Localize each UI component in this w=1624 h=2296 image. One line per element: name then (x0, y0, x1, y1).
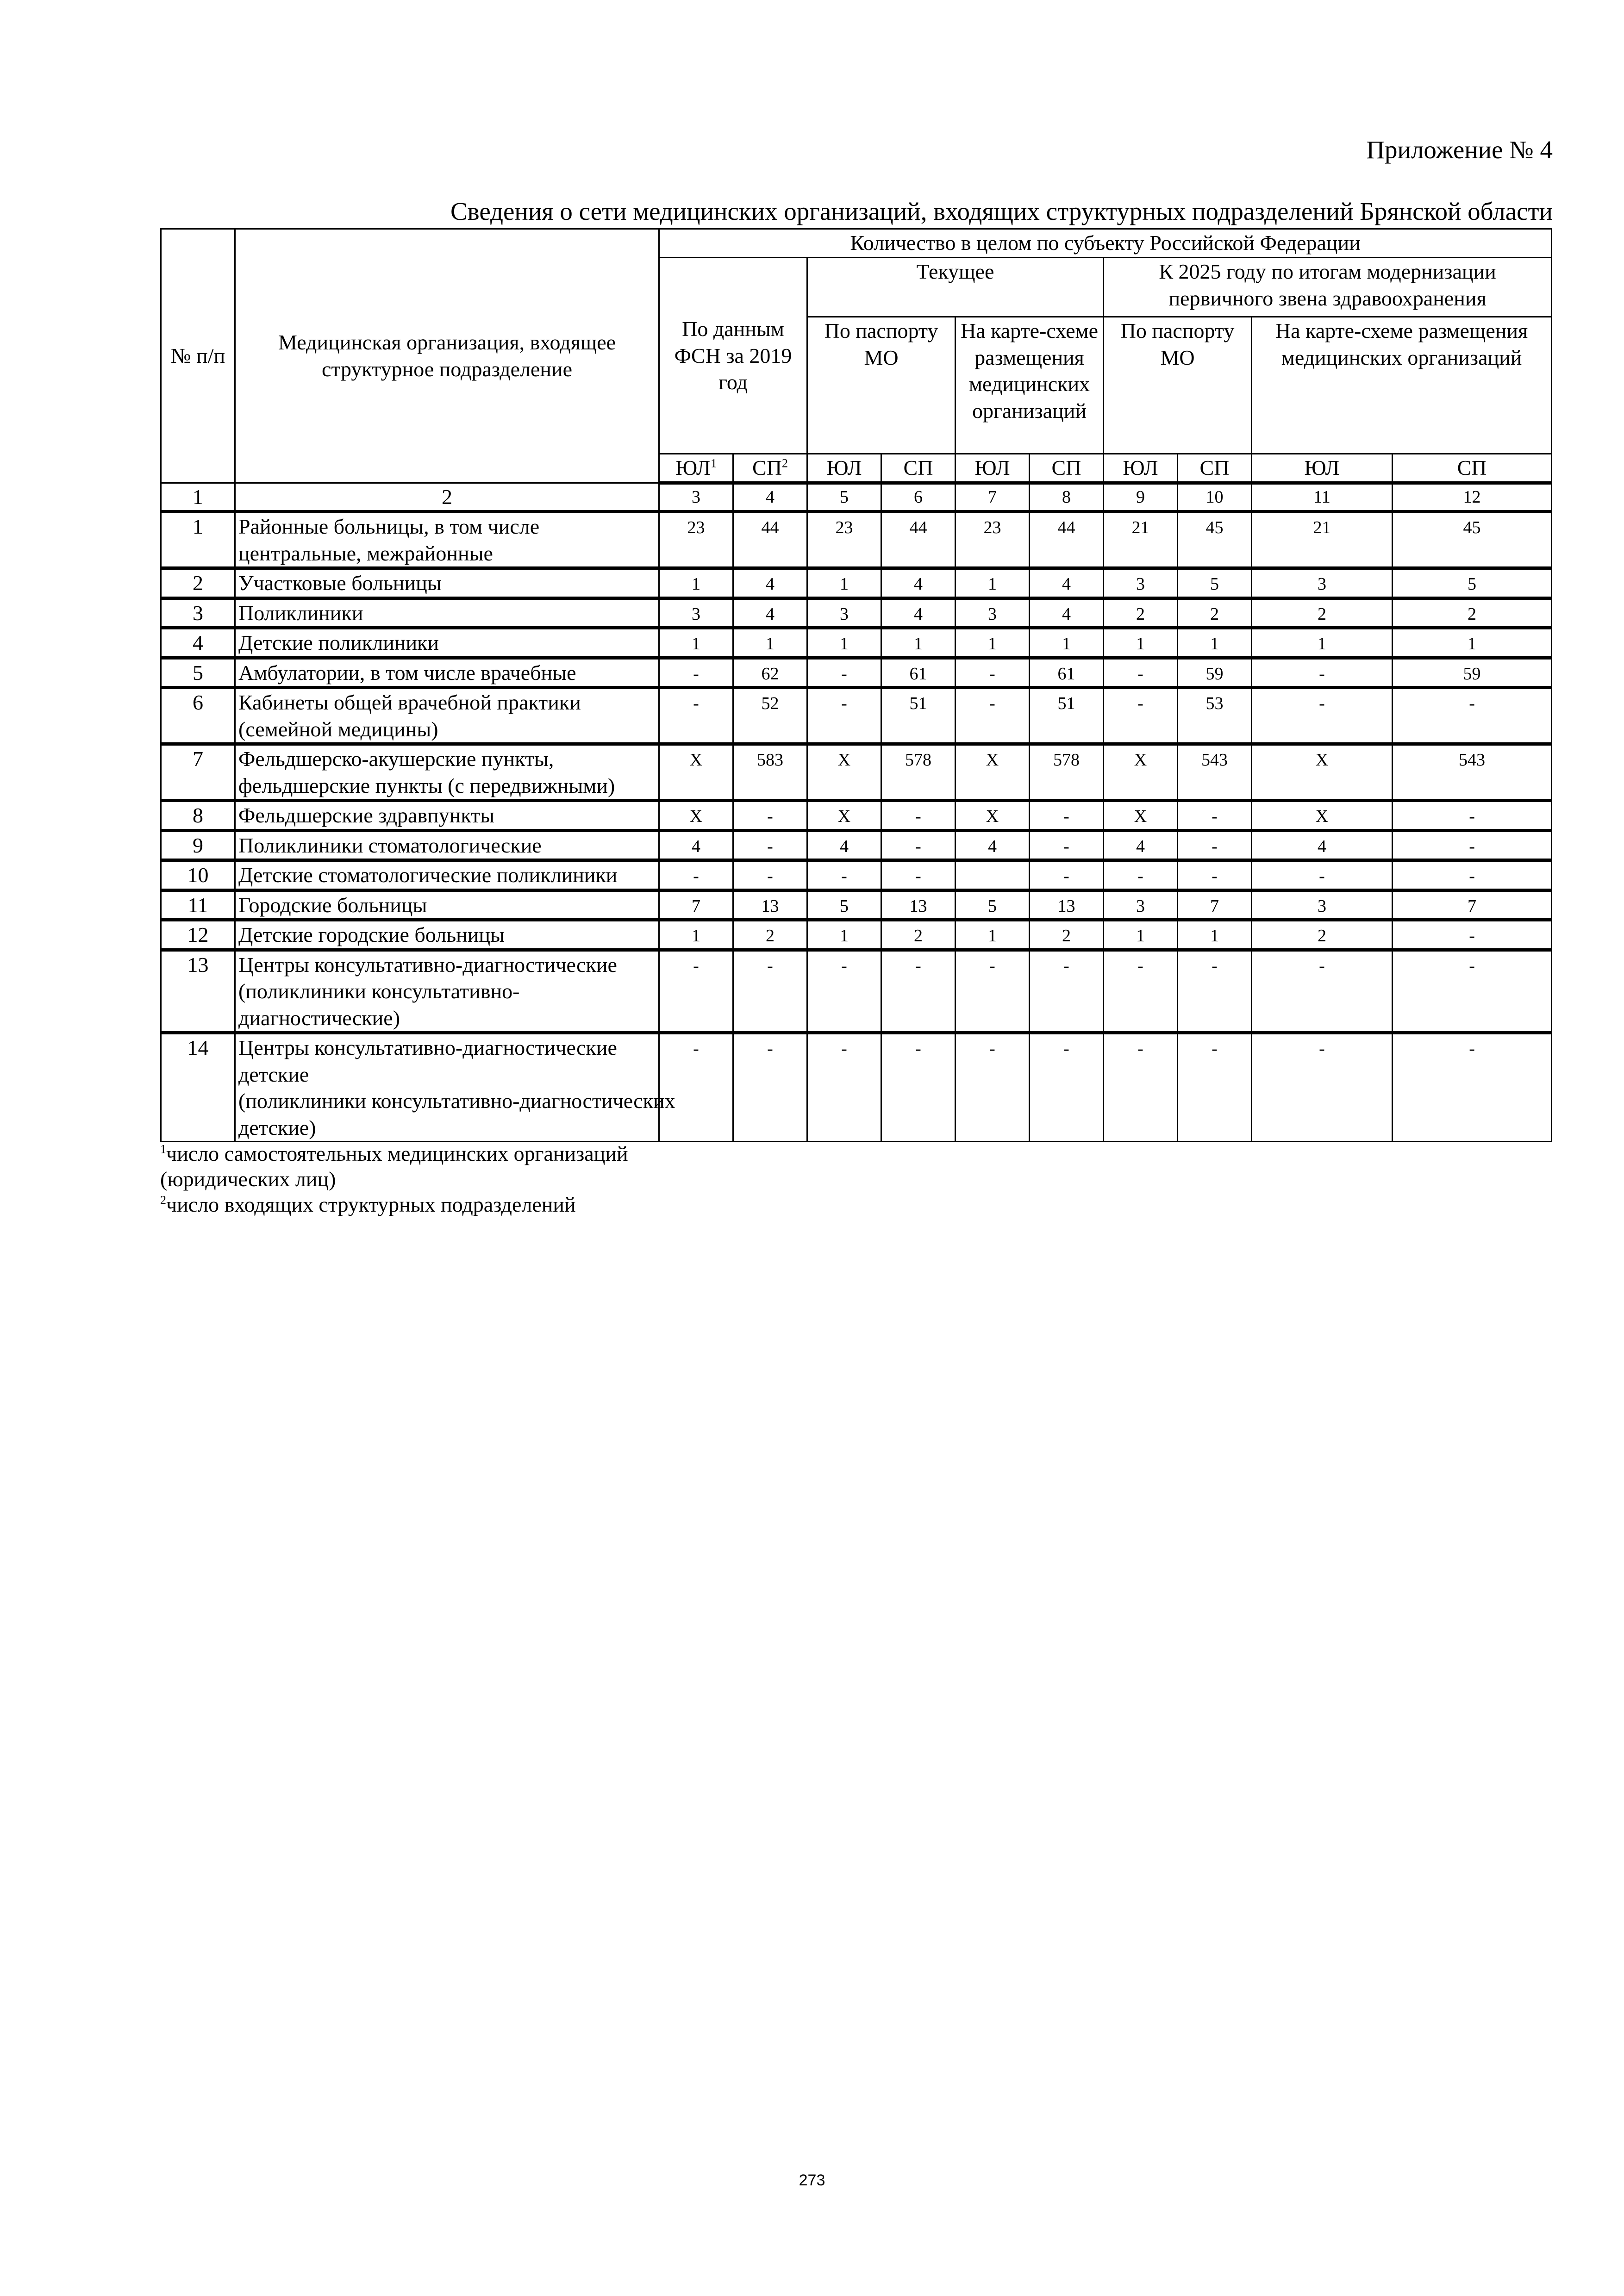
appendix-label: Приложение № 4 (1366, 136, 1553, 164)
organization-name-line: Центры консультативно-диагностические (238, 1036, 617, 1059)
header-fsn: По данным ФСН за 2019 год (659, 258, 807, 454)
row-number: 8 (161, 801, 235, 831)
organization-name-line: центральные, межрайонные (238, 541, 493, 565)
organization-name-line: Центры консультативно-диагностические (238, 952, 617, 977)
footnote-1: $^1$число самостоятельных медицинских организаций (160, 1142, 628, 1165)
header-sp: СП (1030, 454, 1104, 483)
organization-name (235, 920, 659, 950)
value-cell: 543 (1178, 744, 1252, 801)
value-cell: - (1252, 950, 1393, 1033)
header-sp: СП (881, 454, 956, 483)
value-cell: X (1104, 801, 1178, 831)
organization-name-line: Амбулатории, в том числе врачебные (238, 660, 576, 684)
column-number: 11 (1252, 483, 1393, 512)
value-cell: - (1252, 658, 1393, 688)
row-number: 6 (161, 688, 235, 744)
table-row (161, 1033, 1552, 1142)
value-cell: 45 (1393, 512, 1552, 568)
value-cell: 62 (733, 658, 807, 688)
value-cell: 583 (733, 744, 807, 801)
organization-name (235, 512, 659, 568)
value-cell: 4 (1030, 568, 1104, 598)
value-cell: X (659, 801, 733, 831)
header-yul: ЮЛ (956, 454, 1030, 483)
value-cell: X (807, 744, 881, 801)
organization-name (235, 658, 659, 688)
value-cell: 1 (1104, 628, 1178, 658)
value-cell: - (1252, 688, 1393, 744)
value-cell: 4 (659, 830, 733, 860)
value-cell: - (1030, 950, 1104, 1033)
value-cell: 4 (881, 598, 956, 628)
value-cell: 4 (956, 830, 1030, 860)
organization-name (235, 688, 659, 744)
organization-name-line: Городские больницы (238, 893, 427, 917)
value-cell: - (1393, 950, 1552, 1033)
table-row (161, 860, 1552, 890)
value-cell: X (1104, 744, 1178, 801)
value-cell: - (1393, 830, 1552, 860)
value-cell: 21 (1104, 512, 1178, 568)
table-row (161, 830, 1552, 860)
value-cell: 7 (1393, 890, 1552, 920)
value-cell: - (1252, 1033, 1393, 1142)
value-cell: 13 (881, 890, 956, 920)
organization-name-line: детские (238, 1062, 309, 1086)
value-cell: 7 (659, 890, 733, 920)
organization-name-line: Поликлиники стоматологические (238, 833, 542, 857)
organization-name-line: Участковые больницы (238, 571, 442, 595)
value-cell: - (807, 860, 881, 890)
column-number: 2 (235, 483, 659, 512)
value-cell: - (1178, 801, 1252, 831)
value-cell: - (881, 1033, 956, 1142)
value-cell: - (1104, 860, 1178, 890)
value-cell: 1 (1030, 628, 1104, 658)
value-cell (956, 860, 1030, 890)
column-number-row (161, 483, 1552, 512)
value-cell: 5 (807, 890, 881, 920)
row-number: 11 (161, 890, 235, 920)
row-number: 4 (161, 628, 235, 658)
header-total-group: Количество в целом по субъекту Российской Федерации (659, 229, 1552, 258)
value-cell: 51 (1030, 688, 1104, 744)
value-cell: 1 (1178, 628, 1252, 658)
value-cell: - (659, 860, 733, 890)
value-cell: 4 (1030, 598, 1104, 628)
organization-name-line: Детские стоматологические поликлиники (238, 863, 618, 887)
page-number: 273 (799, 2172, 825, 2189)
value-cell: 1 (1178, 920, 1252, 950)
value-cell: 3 (1252, 890, 1393, 920)
value-cell: - (1104, 658, 1178, 688)
header-sp: СП (1393, 454, 1552, 483)
header-num: № п/п (161, 229, 235, 483)
value-cell: 13 (1030, 890, 1104, 920)
value-cell: - (1030, 801, 1104, 831)
value-cell: - (956, 658, 1030, 688)
value-cell: 44 (733, 512, 807, 568)
value-cell: 53 (1178, 688, 1252, 744)
table-row (161, 512, 1552, 568)
organization-name (235, 860, 659, 890)
value-cell: 1 (956, 628, 1030, 658)
value-cell: 2 (1104, 598, 1178, 628)
table-row (161, 920, 1552, 950)
value-cell: - (956, 1033, 1030, 1142)
value-cell: 578 (881, 744, 956, 801)
value-cell: 4 (733, 568, 807, 598)
table-row (161, 890, 1552, 920)
footnotes (160, 1141, 628, 1218)
value-cell: 2 (733, 920, 807, 950)
value-cell: 1 (956, 920, 1030, 950)
value-cell: 3 (956, 598, 1030, 628)
header-current: Текущее (807, 258, 1104, 317)
column-number: 5 (807, 483, 881, 512)
value-cell: - (881, 860, 956, 890)
header-future: К 2025 году по итогам модернизации первичного звена здравоохранения (1104, 258, 1552, 317)
value-cell: 23 (807, 512, 881, 568)
value-cell: X (1252, 744, 1393, 801)
value-cell: X (956, 744, 1030, 801)
value-cell: 1 (807, 920, 881, 950)
organization-name-line: Кабинеты общей врачебной практики (238, 691, 581, 714)
header-sp: СП (1178, 454, 1252, 483)
header-future-map: На карте-схеме размещения медицинских организаций (1252, 317, 1552, 454)
value-cell: 21 (1252, 512, 1393, 568)
value-cell: 2 (1030, 920, 1104, 950)
value-cell: 2 (1252, 920, 1393, 950)
value-cell: 4 (881, 568, 956, 598)
value-cell: - (881, 830, 956, 860)
value-cell: - (1393, 1033, 1552, 1142)
organization-name-line: детские) (238, 1115, 316, 1139)
value-cell: - (1178, 1033, 1252, 1142)
value-cell: 4 (1104, 830, 1178, 860)
value-cell: - (733, 801, 807, 831)
value-cell: - (1252, 860, 1393, 890)
organization-name (235, 598, 659, 628)
value-cell: - (881, 801, 956, 831)
value-cell: 52 (733, 688, 807, 744)
value-cell: 23 (659, 512, 733, 568)
value-cell: - (1104, 950, 1178, 1033)
row-number: 7 (161, 744, 235, 801)
value-cell: - (1178, 950, 1252, 1033)
value-cell: 45 (1178, 512, 1252, 568)
value-cell: 3 (807, 598, 881, 628)
organization-name-line: (поликлиники консультативно-диагностических (238, 1089, 675, 1113)
value-cell: 5 (1178, 568, 1252, 598)
value-cell: 59 (1393, 658, 1552, 688)
value-cell: - (1178, 830, 1252, 860)
value-cell: - (733, 830, 807, 860)
footnote-1-continuation: (юридических лиц) (160, 1167, 336, 1191)
organization-name (235, 744, 659, 801)
value-cell: X (956, 801, 1030, 831)
organization-name-line: Фельдшерские здравпункты (238, 803, 495, 827)
table-row (161, 628, 1552, 658)
footnote-2: $^2$число входящих структурных подразделений (160, 1193, 576, 1217)
document-title: Сведения о сети медицинских организаций, входящих структурных подразделений Брянской области (450, 197, 1553, 225)
value-cell: 3 (1104, 568, 1178, 598)
value-cell: 3 (659, 598, 733, 628)
value-cell: 1 (881, 628, 956, 658)
value-cell: 61 (881, 658, 956, 688)
header-yul: ЮЛ (807, 454, 881, 483)
value-cell: - (807, 658, 881, 688)
value-cell: 2 (881, 920, 956, 950)
column-number: 12 (1393, 483, 1552, 512)
value-cell: - (733, 1033, 807, 1142)
column-number: 6 (881, 483, 956, 512)
header-current-passport: По паспорту МО (807, 317, 956, 454)
organization-name-line: Поликлиники (238, 601, 363, 625)
value-cell: - (1393, 688, 1552, 744)
value-cell: - (1030, 860, 1104, 890)
value-cell: - (733, 860, 807, 890)
value-cell: - (659, 658, 733, 688)
value-cell: X (1252, 801, 1393, 831)
value-cell: 61 (1030, 658, 1104, 688)
value-cell: 1 (659, 920, 733, 950)
header-future-passport: По паспорту МО (1104, 317, 1252, 454)
row-number: 3 (161, 598, 235, 628)
value-cell: 59 (1178, 658, 1252, 688)
value-cell: 2 (1393, 598, 1552, 628)
value-cell: - (1393, 860, 1552, 890)
value-cell: 543 (1393, 744, 1552, 801)
organization-name (235, 801, 659, 831)
organization-name (235, 890, 659, 920)
value-cell: - (1178, 860, 1252, 890)
row-number: 10 (161, 860, 235, 890)
value-cell: - (659, 688, 733, 744)
row-number: 5 (161, 658, 235, 688)
value-cell: 1 (733, 628, 807, 658)
column-number: 8 (1030, 483, 1104, 512)
organization-name-line: (семейной медицины) (238, 717, 438, 741)
value-cell: - (956, 688, 1030, 744)
value-cell: 7 (1178, 890, 1252, 920)
value-cell: 4 (1252, 830, 1393, 860)
header-yul: ЮЛ (1252, 454, 1393, 483)
value-cell: 1 (956, 568, 1030, 598)
row-number: 1 (161, 512, 235, 568)
table-row (161, 658, 1552, 688)
value-cell: 578 (1030, 744, 1104, 801)
value-cell: 5 (1393, 568, 1552, 598)
value-cell: 44 (1030, 512, 1104, 568)
organization-name-line: диагностические) (238, 1006, 400, 1030)
organization-name-line: Районные больницы, в том числе (238, 515, 540, 538)
value-cell: 13 (733, 890, 807, 920)
value-cell: 3 (1252, 568, 1393, 598)
value-cell: - (1104, 688, 1178, 744)
table-row (161, 801, 1552, 831)
column-number: 3 (659, 483, 733, 512)
organization-name (235, 568, 659, 598)
header-sp: $СП^2$ (733, 454, 807, 483)
value-cell: 1 (1104, 920, 1178, 950)
value-cell: - (659, 1033, 733, 1142)
value-cell: - (733, 950, 807, 1033)
table-body (161, 512, 1552, 1142)
column-number: 9 (1104, 483, 1178, 512)
value-cell: - (1393, 920, 1552, 950)
table-row (161, 568, 1552, 598)
row-number: 2 (161, 568, 235, 598)
organization-name-line: Детские поликлиники (238, 631, 439, 654)
medical-network-table (160, 228, 1552, 1142)
column-number: 7 (956, 483, 1030, 512)
table-row (161, 598, 1552, 628)
value-cell: 4 (807, 830, 881, 860)
organization-name (235, 1033, 675, 1142)
value-cell: 1 (659, 628, 733, 658)
value-cell: 1 (807, 628, 881, 658)
value-cell: - (807, 688, 881, 744)
organization-name (235, 950, 659, 1033)
value-cell: - (881, 950, 956, 1033)
organization-name-line: Детские городские больницы (238, 923, 505, 946)
value-cell: - (807, 1033, 881, 1142)
column-number: 10 (1178, 483, 1252, 512)
value-cell: 5 (956, 890, 1030, 920)
organization-name-line: фельдшерские пункты (с передвижными) (238, 773, 615, 797)
value-cell: X (659, 744, 733, 801)
value-cell: 44 (881, 512, 956, 568)
column-number: 1 (161, 483, 235, 512)
organization-name-line: (поликлиники консультативно- (238, 979, 520, 1003)
header-current-map: На карте-схеме размещения медицинских организаций (956, 317, 1104, 454)
header-yul: ЮЛ (1104, 454, 1178, 483)
value-cell: 51 (881, 688, 956, 744)
table-row (161, 744, 1552, 801)
row-number: 12 (161, 920, 235, 950)
value-cell: - (1393, 801, 1552, 831)
value-cell: - (956, 950, 1030, 1033)
organization-name (235, 830, 659, 860)
value-cell: 1 (807, 568, 881, 598)
value-cell: - (1030, 830, 1104, 860)
row-number: 9 (161, 830, 235, 860)
value-cell: 23 (956, 512, 1030, 568)
row-number: 14 (161, 1033, 235, 1142)
value-cell: 1 (1393, 628, 1552, 658)
value-cell: - (1104, 1033, 1178, 1142)
value-cell: 1 (1252, 628, 1393, 658)
organization-name-line: Фельдшерско-акушерские пункты, (238, 747, 554, 771)
value-cell: 4 (733, 598, 807, 628)
row-number: 13 (161, 950, 235, 1033)
value-cell: - (807, 950, 881, 1033)
value-cell: 3 (1104, 890, 1178, 920)
column-number: 4 (733, 483, 807, 512)
value-cell: X (807, 801, 881, 831)
value-cell: - (659, 950, 733, 1033)
value-cell: 2 (1252, 598, 1393, 628)
table-row (161, 688, 1552, 744)
organization-name (235, 628, 659, 658)
value-cell: - (1030, 1033, 1104, 1142)
header-yul: $ЮЛ^1$ (659, 454, 733, 483)
header-organization: Медицинская организация, входящее структурное подразделение (235, 229, 659, 483)
value-cell: 1 (659, 568, 733, 598)
table-row (161, 950, 1552, 1033)
value-cell: 2 (1178, 598, 1252, 628)
